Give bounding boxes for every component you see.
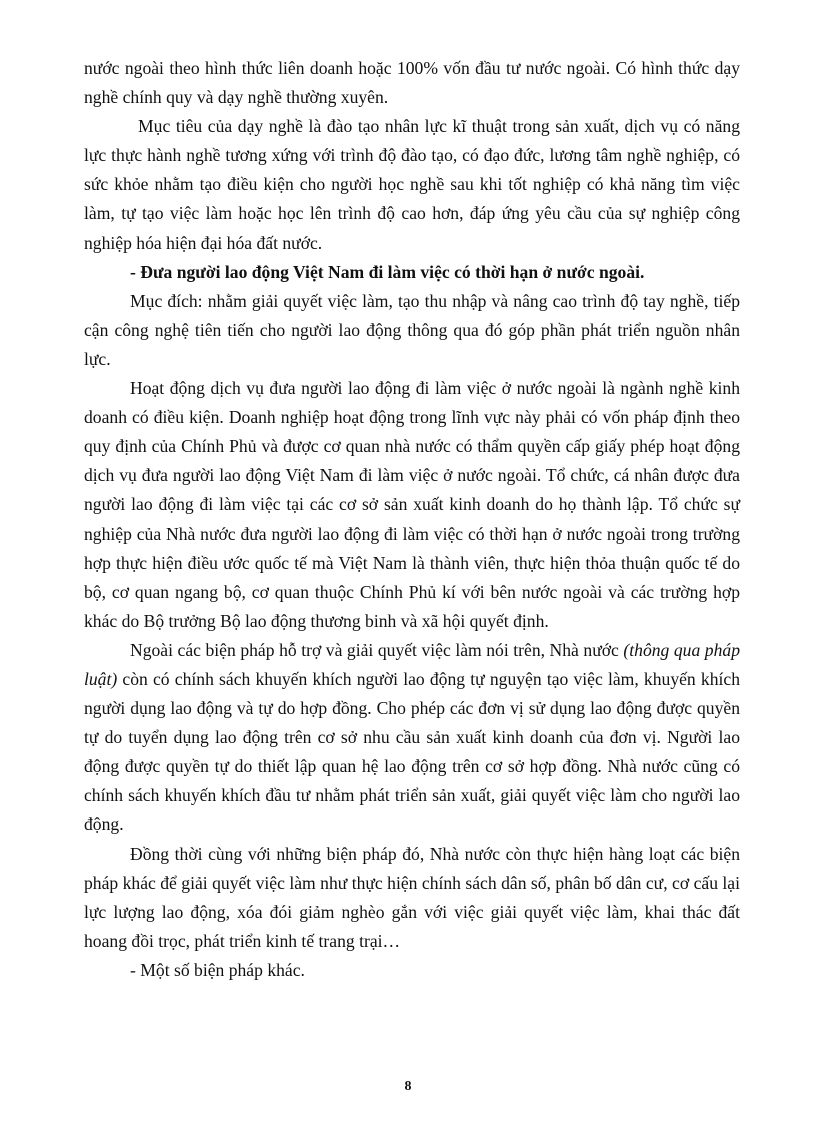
paragraph: Hoạt động dịch vụ đưa người lao động đi làm việc ở nước ngoài là ngành nghề kinh doanh có điều kiện. Doanh nghiệp hoạt động trong lĩnh vực này phải có vốn pháp định theo quy định của Chính Phủ và được cơ quan nhà nước có thẩm quyền cấp giấy phép hoạt động dịch vụ đưa người lao động Việt Nam đi làm việc ở nước ngoài. Tổ chức, cá nhân được đưa người lao động đi làm việc tại các cơ sở sản xuất kinh doanh do họ thành lập. Tổ chức sự nghiệp của Nhà nước đưa người lao động đi làm việc có thời hạn ở nước ngoài trong trường hợp thực hiện điều ước quốc tế mà Việt Nam là thành viên, thực hiện thỏa thuận quốc tế do bộ, cơ quan ngang bộ, cơ quan thuộc Chính Phủ kí với bên nước ngoài và các trường hợp khác do Bộ trưởng Bộ lao động thương binh và xã hội quyết định. <box>84 378 740 631</box>
paragraph: nước ngoài theo hình thức liên doanh hoặc 100% vốn đầu tư nước ngoài. Có hình thức dạy nghề chính quy và dạy nghề thường xuyên. <box>84 58 740 108</box>
paragraph: Mục đích: nhằm giải quyết việc làm, tạo thu nhập và nâng cao trình độ tay nghề, tiếp cận công nghệ tiên tiến cho người lao động thông qua đó góp phần phát triển nguồn nhân lực. <box>84 290 740 369</box>
paragraph <box>84 636 740 840</box>
paragraph-text: còn có chính sách khuyến khích người lao động tự nguyện tạo việc làm, khuyến khích người dụng lao động và tự do hợp đồng. Cho phép các đơn vị sử dụng lao động được quyền tự do tuyển dụng lao động trên cơ sở nhu cầu sản xuất kinh doanh của đơn vị. Người lao động được quyền tự do thiết lập quan hệ lao động trên cơ sở hợp đồng. Nhà nước cũng có chính sách khuyến khích đầu tư nhằm phát triển sản xuất, giải quyết việc làm cho người lao động. <box>84 668 740 835</box>
paragraph: Mục tiêu của dạy nghề là đào tạo nhân lực kĩ thuật trong sản xuất, dịch vụ có năng lực thực hành nghề tương xứng với trình độ đào tạo, có đạo đức, lương tâm nghề nghiệp, có sức khỏe nhằm tạo điều kiện cho người học nghề sau khi tốt nghiệp có khả năng tìm việc làm, tự tạo việc làm hoặc học lên trình độ cao hơn, đáp ứng yêu cầu của sự nghiệp công nghiệp hóa hiện đại hóa đất nước. <box>84 116 740 253</box>
italic-text: (thông qua pháp luật) <box>84 639 740 689</box>
section-heading: - Đưa người lao động Việt Nam đi làm việc có thời hạn ở nước ngoài. <box>130 261 645 282</box>
paragraph: - Một số biện pháp khác. <box>130 959 305 980</box>
paragraph-text: Ngoài các biện pháp hỗ trợ và giải quyết việc làm nói trên, Nhà nước <box>130 639 624 660</box>
paragraph: Đồng thời cùng với những biện pháp đó, Nhà nước còn thực hiện hàng loạt các biện pháp khác để giải quyết việc làm như thực hiện chính sách dân số, phân bố dân cư, cơ cấu lại lực lượng lao động, xóa đói giảm nghèo gắn với việc giải quyết việc làm, khai thác đất hoang đồi trọc, phát triển kinh tế trang trại… <box>84 843 740 951</box>
document-body <box>84 54 740 985</box>
page-number: 8 <box>404 1079 412 1094</box>
